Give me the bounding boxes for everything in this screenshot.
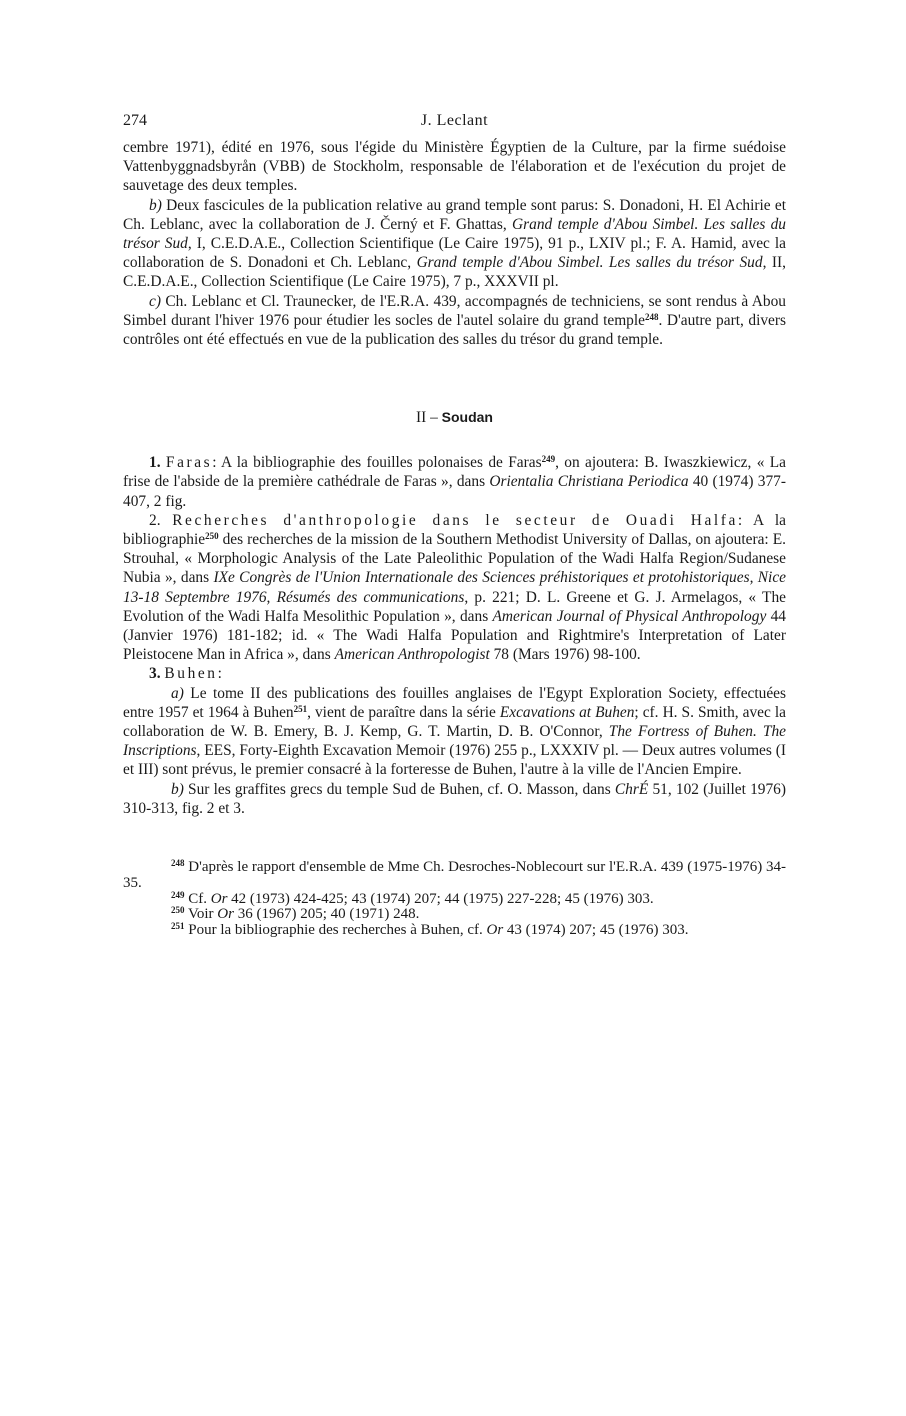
section-heading: II – Soudan [416,409,493,427]
footnote-ref: 248 [644,311,659,322]
footnote-251: $^{251}$ Pour la bibliographie des recherches à Buhen, cf. Or 43 (1974) 207; 45 (1976) 303. [171,921,689,939]
footnotes [123,860,786,939]
paragraph-c: c) Ch. Leblanc et Cl. Traunecker, de l'E.R.A. 439, accompagnés de techniciens, se sont rendus à Abou Simbel durant l'hiver 1976 pour étudier les socles de l'autel solaire du grand temple$^{248}$. D'autre part, divers contrôles ont été effectués en vue de la publication des salles du trésor du grand temple. [123,292,786,349]
footnote-ref: 250 [205,531,219,542]
item-faras: 1. Faras: A la bibliographie des fouilles polonaises de Faras$^{249}$, on ajoutera: B. Iwaszkiewicz, « La frise de l'abside de la première cathédrale de Faras », dans Orientalia Christiana Periodica 40 (1974) 377-407, 2 fig. [123,454,786,510]
item-buhen-b: b) Sur les graffites grecs du temple Sud de Buhen, cf. O. Masson, dans ChrÉ 51, 102 (Juillet 1976) 310-313, fig. 2 et 3. [123,780,786,817]
item-buhen-heading: 3. Buhen: [149,665,222,683]
footnote-ref: 251 [293,703,308,714]
paragraph-b: b) Deux fascicules de la publication relative au grand temple sont parus: S. Donadoni, H. El Achirie et Ch. Leblanc, avec la collaboration de J. Černý et F. Ghattas, Grand temple d'Abou Simbel. Les salles du trésor Sud, I, C.E.D.A.E., Collection Scientifique (Le Caire 1975), 91 p., LXIV pl.; F. A. Hamid, avec la collaboration de S. Donadoni et Ch. Leblanc, Grand temple d'Abou Simbel. Les salles du trésor Sud, II, C.E.D.A.E., Collection Scientifique (Le Caire 1975), 7 p., XXXVII pl. [123,196,787,291]
paragraph-continuation: cembre 1971), édité en 1976, sous l'égide du Ministère Égyptien de la Culture, par la firme suédoise Vattenbyggnadsbyrån (VBB) de Stockholm, responsable de l'élaboration et de l'exécution du projet de sauvetage des deux temples. [123,139,786,195]
running-head: J. Leclant [420,112,489,129]
page-number: 274 [123,112,147,129]
footnote-250: $^{250}$ Voir Or 36 (1967) 205; 40 (1971) 248. [171,905,420,923]
item-ouadi-halfa: 2. Recherches d'anthropologie dans le secteur de Ouadi Halfa: A la bibliographie$^{250}$ des recherches de la mission de la Southern Methodist University of Dallas, on ajoutera: E. Strouhal, « Morphologic Analysis of the Late Paleolithic Population of the Wadi Halfa Region/Sudanese Nubia », dans IXe Congrès de l'Union Internationale des Sciences préhistoriques et protohistoriques, Nice 13-18 Septembre 1976, Résumés des communications, p. 221; D. L. Greene et G. J. Armelagos, « The Evolution of the Wadi Halfa Mesolithic Population », dans American Journal of Physical Anthropology 44 (Janvier 1976) 181-182; id. « The Wadi Halfa Population and Rightmire's Interpretation of Later Pleistocene Man in Africa », dans American Anthropologist 78 (Mars 1976) 98-100. [123,511,786,664]
page [123,112,786,939]
item-buhen-a: a) Le tome II des publications des fouilles anglaises de l'Egypt Exploration Society, effectuées entre 1957 et 1964 à Buhen$^{251}$, vient de paraître dans la série Excavations at Buhen; cf. H. S. Smith, avec la collaboration de W. B. Emery, B. J. Kemp, G. T. Martin, D. B. O'Connor, The Fortress of Buhen. The Inscriptions, EES, Forty-Eighth Excavation Memoir (1976) 255 p., LXXXIV pl. — Deux autres volumes (I et III) sont prévus, le premier consacré à la forteresse de Buhen, l'autre à la ville de l'Ancien Empire. [123,684,787,779]
page-header [123,112,786,138]
footnote-ref: 249 [541,454,556,465]
footnote-249: $^{249}$ Cf. Or 42 (1973) 424-425; 43 (1974) 207; 44 (1975) 227-228; 45 (1976) 303. [171,889,654,907]
footnote-248: $^{248}$ D'après le rapport d'ensemble de Mme Ch. Desroches-Noblecourt sur l'E.R.A. 439 (1975-1976) 34-35. [123,858,786,891]
section-title: Soudan [441,409,493,426]
